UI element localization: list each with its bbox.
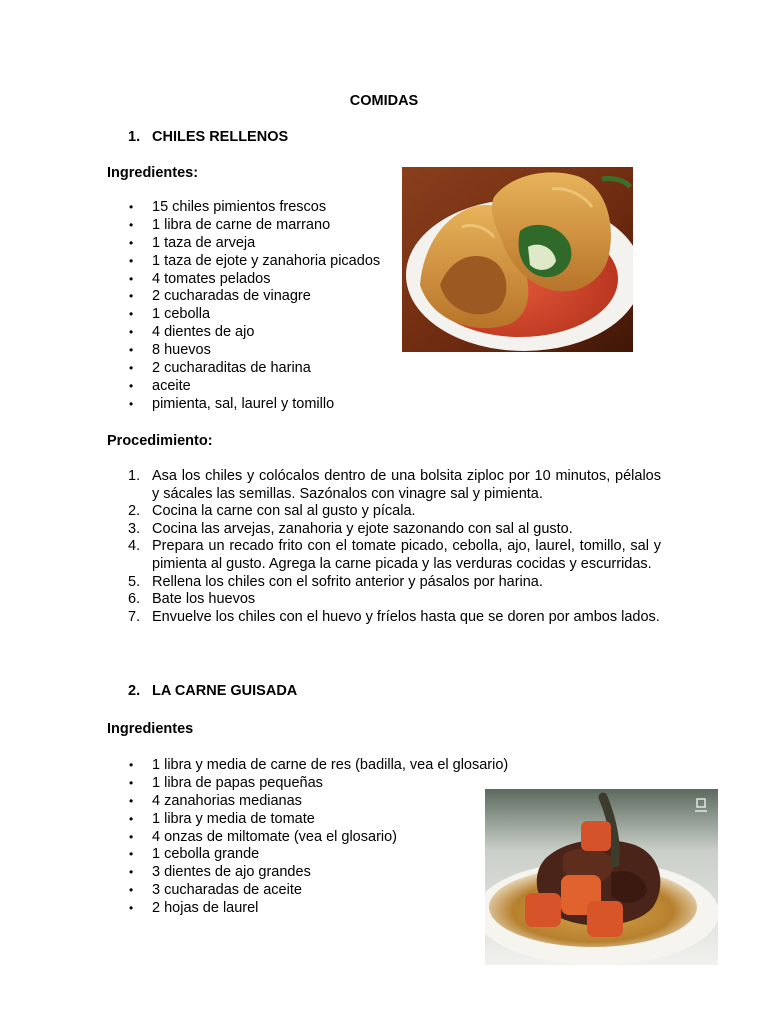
recipe-2-ingredients-label: Ingredientes bbox=[107, 721, 194, 737]
document-title: COMIDAS bbox=[349, 93, 419, 109]
procedure-step: Cocina la carne con sal al gusto y pícala. bbox=[152, 503, 416, 520]
ingredient-item: • 4 onzas de miltomate (vea el glosario) bbox=[152, 829, 552, 847]
recipe-1-number: 1. bbox=[128, 129, 141, 145]
ingredient-item: • 2 cucharaditas de harina bbox=[152, 360, 482, 378]
ingredient-item: • 1 cebolla bbox=[152, 306, 482, 324]
ingredient-item: • 3 cucharadas de aceite bbox=[152, 882, 552, 900]
ingredient-item: • 1 taza de arveja bbox=[152, 235, 482, 253]
ingredient-item: • 1 taza de ejote y zanahoria picados bbox=[152, 253, 482, 271]
ingredient-item: • 4 zanahorias medianas bbox=[152, 793, 552, 811]
ingredient-item: • 8 huevos bbox=[152, 342, 482, 360]
ingredient-item: • 1 libra de carne de marrano bbox=[152, 217, 482, 235]
procedure-step: Cocina las arvejas, zanahoria y ejote sazonando con sal al gusto. bbox=[152, 520, 573, 537]
recipe-2-name: LA CARNE GUISADA bbox=[152, 683, 298, 699]
ingredient-item: • 1 libra y media de tomate bbox=[152, 811, 552, 829]
recipe-1-ingredients-label: Ingredientes: bbox=[107, 165, 199, 181]
recipe-1-name: CHILES RELLENOS bbox=[152, 129, 289, 145]
ingredient-item: • 1 libra de papas pequeñas bbox=[152, 775, 552, 793]
procedure-step: Bate los huevos bbox=[152, 591, 256, 608]
ingredient-item: • 1 cebolla grande bbox=[152, 846, 552, 864]
recipe-1-procedure-label: Procedimiento: bbox=[107, 433, 213, 449]
chiles-rellenos-photo bbox=[402, 167, 633, 352]
procedure-step: Prepara un recado frito con el tomate picado, cebolla, ajo, laurel, tomillo, sal y pimienta al gusto. Agrega la carne picada y las verduras cocidas y escurridas. bbox=[152, 538, 661, 572]
ingredient-item: • 2 cucharadas de vinagre bbox=[152, 288, 482, 306]
ingredient-item: • pimienta, sal, laurel y tomillo bbox=[152, 396, 482, 414]
recipe-1-heading bbox=[128, 128, 288, 146]
ingredient-item: • 3 dientes de ajo grandes bbox=[152, 864, 552, 882]
ingredient-item: • 1 libra y media de carne de res (badilla, vea el glosario) bbox=[152, 757, 552, 775]
ingredient-item: • 4 dientes de ajo bbox=[152, 324, 482, 342]
procedure-step: Envuelve los chiles con el huevo y fríelos hasta que se doren por ambos lados. bbox=[152, 608, 660, 625]
carne-guisada-photo bbox=[485, 789, 718, 965]
recipe-2-heading bbox=[128, 682, 297, 700]
procedure-step: Rellena los chiles con el sofrito anterior y pásalos por harina. bbox=[152, 573, 543, 590]
ingredient-item: • 15 chiles pimientos frescos bbox=[152, 199, 482, 217]
procedure-step: Asa los chiles y colócalos dentro de una bolsita ziploc por 10 minutos, pélalos y sácales las semillas. Sazónalos con vinagre sal y pimienta. bbox=[152, 468, 661, 502]
ingredient-item: • 4 tomates pelados bbox=[152, 271, 482, 289]
ingredient-item: • aceite bbox=[152, 378, 482, 396]
recipe-1-step-list bbox=[152, 468, 661, 626]
recipe-2-number: 2. bbox=[128, 683, 141, 699]
ingredient-item: • 2 hojas de laurel bbox=[152, 900, 552, 918]
